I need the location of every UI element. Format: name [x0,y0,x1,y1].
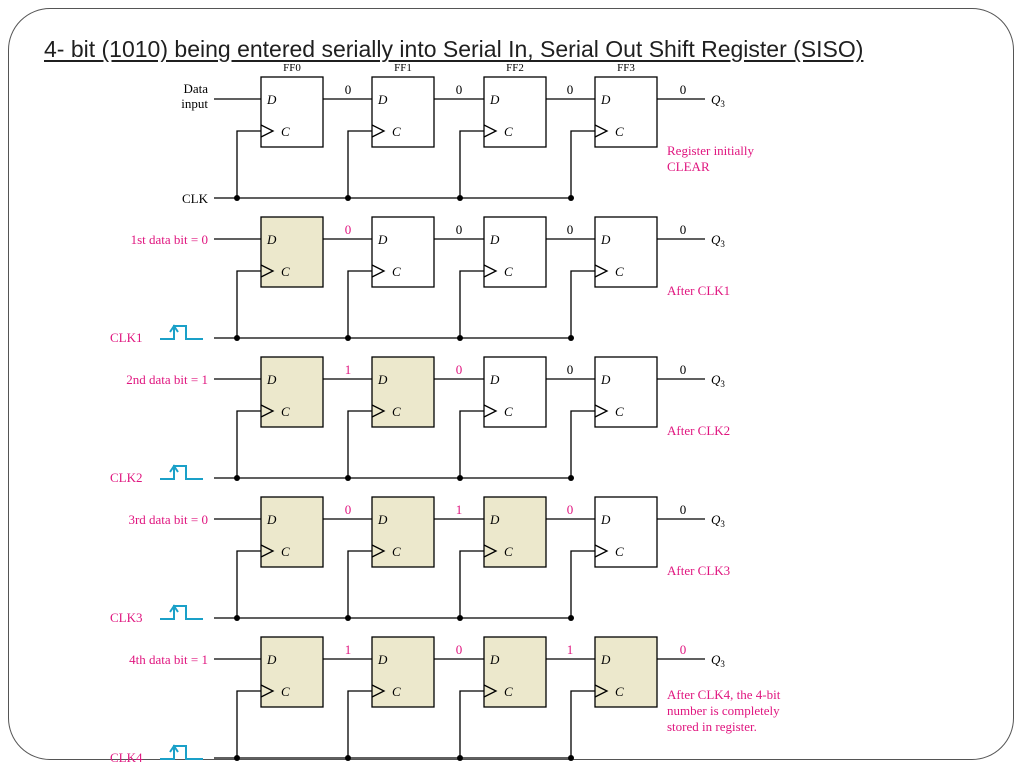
c-pin-label: C [615,264,624,279]
clock-pulse-icon [160,746,203,759]
c-pin-label: C [615,684,624,699]
data-input-label: 1st data bit = 0 [130,232,208,247]
c-pin-label: C [615,124,624,139]
ff-label: FF3 [617,62,635,74]
clock-branch-wire [237,271,261,338]
clock-branch-wire [348,411,372,478]
clock-branch-wire [571,691,595,758]
q3-output-label: $Q_3$ [711,92,725,109]
q-value-label: 1 [344,362,352,377]
data-input-label: Data [183,81,208,96]
clock-junction-dot [234,475,240,481]
clock-junction-dot [457,475,463,481]
q-value-label: 0 [344,222,352,237]
clock-label: CLK3 [110,610,143,625]
clock-junction-dot [457,195,463,201]
clock-junction-dot [345,335,351,341]
q-value-label: 0 [455,362,463,377]
data-input-label: 3rd data bit = 0 [128,512,208,527]
clock-branch-wire [460,691,484,758]
d-pin-label: D [490,652,500,667]
data-input-label: 4th data bit = 1 [129,652,208,667]
clock-junction-dot [234,335,240,341]
d-pin-label: D [267,232,277,247]
clock-branch-wire [348,131,372,198]
d-pin-label: D [490,232,500,247]
d-pin-label: D [601,512,611,527]
clock-junction-dot [234,195,240,201]
flip-flop-ff2 [484,357,546,427]
q-value-label: 0 [566,82,574,97]
c-pin-label: C [504,684,513,699]
stage-note: Register initially [667,143,755,158]
q-value-label: 0 [344,502,352,517]
clock-pulse-icon [160,606,203,619]
c-pin-label: C [392,544,401,559]
clock-branch-wire [460,131,484,198]
d-pin-label: D [378,372,388,387]
flip-flop-ff2 [484,497,546,567]
flip-flop-ff0 [261,637,323,707]
clock-junction-dot [457,335,463,341]
flip-flop-ff0 [261,357,323,427]
register-stage-3 [110,357,730,485]
q3-subscript: 3 [720,239,725,249]
clock-branch-wire [237,131,261,198]
d-pin-label: D [378,652,388,667]
d-pin-label: D [490,512,500,527]
d-pin-label: D [490,92,500,107]
q3-output-label: $Q_3$ [711,512,725,529]
stage-note: After CLK3 [667,563,731,578]
clock-branch-wire [460,411,484,478]
c-pin-label: C [281,124,290,139]
c-pin-label: C [281,544,290,559]
d-pin-label: D [601,232,611,247]
flip-flop-ff2 [484,77,546,147]
d-pin-label: D [378,512,388,527]
stage-note: After CLK4, the 4-bit [667,687,781,702]
clock-junction-dot [568,755,574,761]
flip-flop-ff2 [484,637,546,707]
register-stage-2 [110,217,730,345]
c-pin-label: C [504,404,513,419]
flip-flop-ff1 [372,637,434,707]
c-pin-label: C [615,404,624,419]
q3-output-label: $Q_3$ [711,232,725,249]
clock-pulse-icon [160,326,203,339]
c-pin-label: C [281,404,290,419]
flip-flop-ff3 [595,637,657,707]
flip-flop-ff3 [595,217,657,287]
clock-label: CLK1 [110,330,143,345]
clock-junction-dot [457,755,463,761]
data-input-label: 2nd data bit = 1 [126,372,208,387]
clock-pulse-icon [160,466,203,479]
clock-junction-dot [234,615,240,621]
clock-branch-wire [237,411,261,478]
clock-branch-wire [571,271,595,338]
c-pin-label: C [281,684,290,699]
clock-junction-dot [568,615,574,621]
d-pin-label: D [267,372,277,387]
clock-branch-wire [348,551,372,618]
q3-subscript: 3 [720,379,725,389]
stage-note: number is completely [667,703,780,718]
clock-branch-wire [237,691,261,758]
d-pin-label: D [601,92,611,107]
q-value-label: 0 [566,222,574,237]
q-value-label: 1 [344,642,352,657]
ff-label: FF0 [283,62,301,74]
clock-label: CLK [182,191,208,206]
flip-flop-ff1 [372,357,434,427]
clock-junction-dot [568,195,574,201]
q-value-label: 0 [566,502,574,517]
stage-note: stored in register. [667,719,757,734]
clock-branch-wire [237,551,261,618]
flip-flop-ff1 [372,497,434,567]
q-value-label: 1 [455,502,463,517]
clock-branch-wire [571,411,595,478]
flip-flop-ff3 [595,497,657,567]
register-stage-1 [181,77,754,206]
clock-junction-dot [345,195,351,201]
q-value-label: 0 [679,222,687,237]
q3-subscript: 3 [720,99,725,109]
q3-subscript: 3 [720,659,725,669]
clock-junction-dot [234,755,240,761]
clock-branch-wire [348,691,372,758]
c-pin-label: C [615,544,624,559]
clock-label: CLK2 [110,470,143,485]
ff-label: FF2 [506,62,524,74]
c-pin-label: C [504,264,513,279]
flip-flop-ff2 [484,217,546,287]
q-value-label: 0 [455,222,463,237]
d-pin-label: D [601,372,611,387]
flip-flop-ff0 [261,77,323,147]
stage-note: CLEAR [667,159,710,174]
data-input-label: input [181,96,208,111]
q-value-label: 0 [679,502,687,517]
clock-label: CLK4 [110,750,143,765]
q-value-label: 0 [679,362,687,377]
slide-title: 4- bit (1010) being entered serially into Serial In, Serial Out Shift Register (SISO) [44,36,864,62]
clock-junction-dot [568,335,574,341]
d-pin-label: D [267,92,277,107]
q3-output-label: $Q_3$ [711,652,725,669]
clock-branch-wire [571,551,595,618]
d-pin-label: D [601,652,611,667]
c-pin-label: C [504,124,513,139]
q-value-label: 1 [566,642,574,657]
d-pin-label: D [267,512,277,527]
clock-branch-wire [460,271,484,338]
c-pin-label: C [281,264,290,279]
clock-branch-wire [460,551,484,618]
ff-label: FF1 [394,62,412,74]
stage-note: After CLK1 [667,283,731,298]
stage-note: After CLK2 [667,423,731,438]
q-value-label: 0 [455,82,463,97]
q-value-label: 0 [566,362,574,377]
q-value-label: 0 [679,642,687,657]
c-pin-label: C [392,404,401,419]
q3-subscript: 3 [720,519,725,529]
clock-junction-dot [345,475,351,481]
d-pin-label: D [378,232,388,247]
flip-flop-ff1 [372,217,434,287]
flip-flop-ff3 [595,357,657,427]
flip-flop-ff0 [261,217,323,287]
flip-flop-ff3 [595,77,657,147]
d-pin-label: D [378,92,388,107]
clock-branch-wire [571,131,595,198]
c-pin-label: C [504,544,513,559]
d-pin-label: D [267,652,277,667]
c-pin-label: C [392,684,401,699]
register-stage-5 [110,637,781,765]
register-stage-4 [110,497,730,625]
clock-junction-dot [345,755,351,761]
clock-junction-dot [345,615,351,621]
flip-flop-ff0 [261,497,323,567]
d-pin-label: D [490,372,500,387]
flip-flop-ff1 [372,77,434,147]
clock-junction-dot [568,475,574,481]
clock-branch-wire [348,271,372,338]
clock-junction-dot [457,615,463,621]
c-pin-label: C [392,124,401,139]
q-value-label: 0 [344,82,352,97]
q3-output-label: $Q_3$ [711,372,725,389]
q-value-label: 0 [455,642,463,657]
c-pin-label: C [392,264,401,279]
q-value-label: 0 [679,82,687,97]
